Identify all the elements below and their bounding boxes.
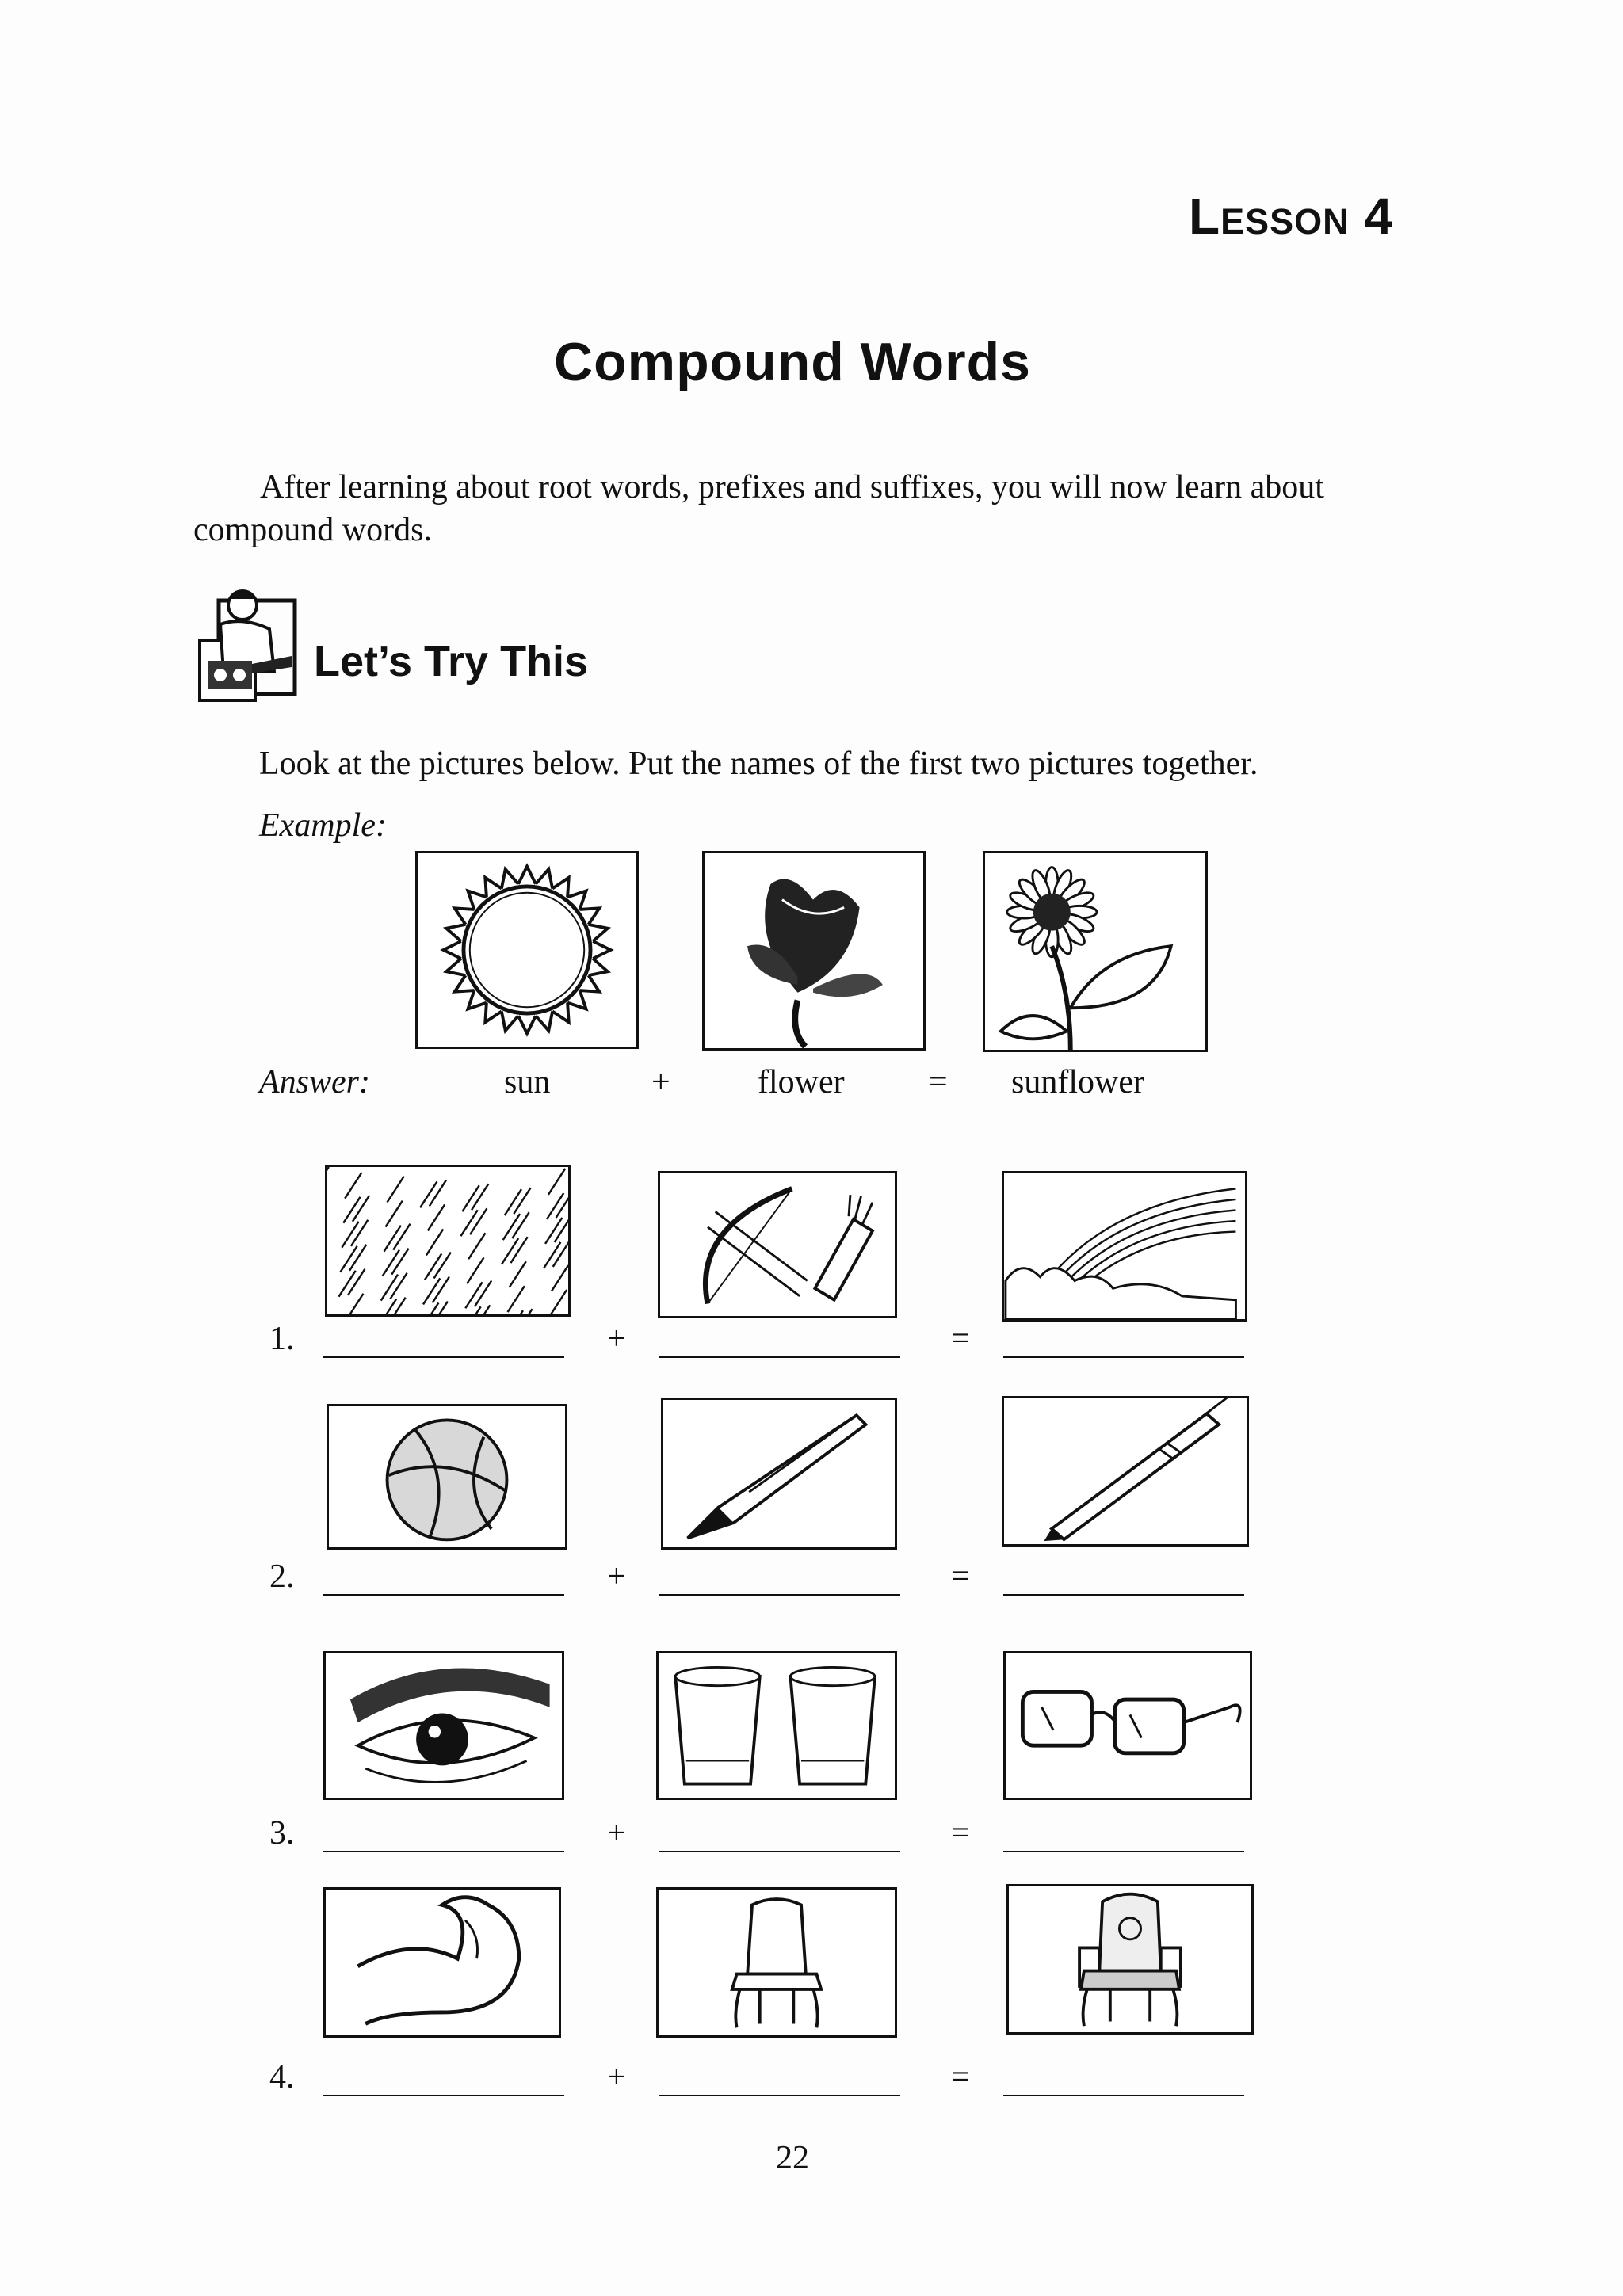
exercise-3-number: 3. — [269, 1815, 295, 1852]
example-result: sunflower — [1011, 1064, 1144, 1100]
exercise-1-blank-second[interactable] — [659, 1356, 900, 1358]
example-first-word: sun — [504, 1064, 551, 1100]
example-second-word: flower — [758, 1064, 845, 1100]
exercise-1-number: 1. — [269, 1321, 295, 1357]
exercise-4-blank-second[interactable] — [659, 2095, 900, 2096]
exercise-3-plus: + — [607, 1815, 626, 1852]
page-title: Compound Words — [554, 332, 1031, 392]
exercise-2-blank-first[interactable] — [323, 1594, 564, 1596]
instruction-text: Look at the pictures below. Put the names of the first two pictures together. — [259, 746, 1258, 782]
exercise-4-blank-first[interactable] — [323, 2095, 564, 2096]
rainbow-picture — [1002, 1171, 1247, 1322]
armchair-picture — [1006, 1884, 1254, 2035]
example-label: Example: — [259, 807, 387, 844]
eyeglasses-picture — [1003, 1651, 1252, 1800]
exercise-1-blank-first[interactable] — [323, 1356, 564, 1358]
exercise-3-blank-first[interactable] — [323, 1851, 564, 1852]
answer-label: Answer: — [259, 1064, 370, 1100]
student-reading-icon — [197, 585, 298, 704]
rain-picture — [325, 1165, 571, 1317]
exercise-1-plus: + — [607, 1321, 626, 1357]
bow-picture — [658, 1171, 897, 1318]
exercise-2-blank-answer[interactable] — [1003, 1594, 1244, 1596]
section-heading: Let’s Try This — [314, 638, 589, 685]
exercise-2-number: 2. — [269, 1558, 295, 1595]
exercise-3-blank-answer[interactable] — [1003, 1851, 1244, 1852]
sun-picture — [415, 851, 639, 1049]
ball-picture — [327, 1404, 567, 1550]
exercise-4-plus: + — [607, 2059, 626, 2096]
exercise-3-equals: = — [951, 1815, 970, 1852]
exercise-3-blank-second[interactable] — [659, 1851, 900, 1852]
lesson-label: Lesson 4 — [1188, 188, 1393, 245]
example-equals: = — [929, 1064, 948, 1100]
exercise-2-blank-second[interactable] — [659, 1594, 900, 1596]
exercise-2-plus: + — [607, 1558, 626, 1595]
pen-nib-picture — [661, 1398, 897, 1550]
chair-picture — [656, 1887, 897, 2038]
exercise-4-number: 4. — [269, 2059, 295, 2096]
ballpen-picture — [1002, 1396, 1249, 1547]
flower-picture — [702, 851, 926, 1051]
exercise-1-blank-answer[interactable] — [1003, 1356, 1244, 1358]
example-plus: + — [651, 1064, 670, 1100]
exercise-1-equals: = — [951, 1321, 970, 1357]
exercise-2-equals: = — [951, 1558, 970, 1595]
glasses-picture — [656, 1651, 897, 1800]
exercise-4-equals: = — [951, 2059, 970, 2096]
sunflower-picture — [983, 851, 1208, 1052]
eye-picture — [323, 1651, 564, 1800]
arm-picture — [323, 1887, 561, 2038]
intro-paragraph: After learning about root words, prefixes and suffixes, you will now learn about compound words. — [193, 469, 1324, 548]
page-number: 22 — [776, 2140, 809, 2176]
exercise-4-blank-answer[interactable] — [1003, 2095, 1244, 2096]
